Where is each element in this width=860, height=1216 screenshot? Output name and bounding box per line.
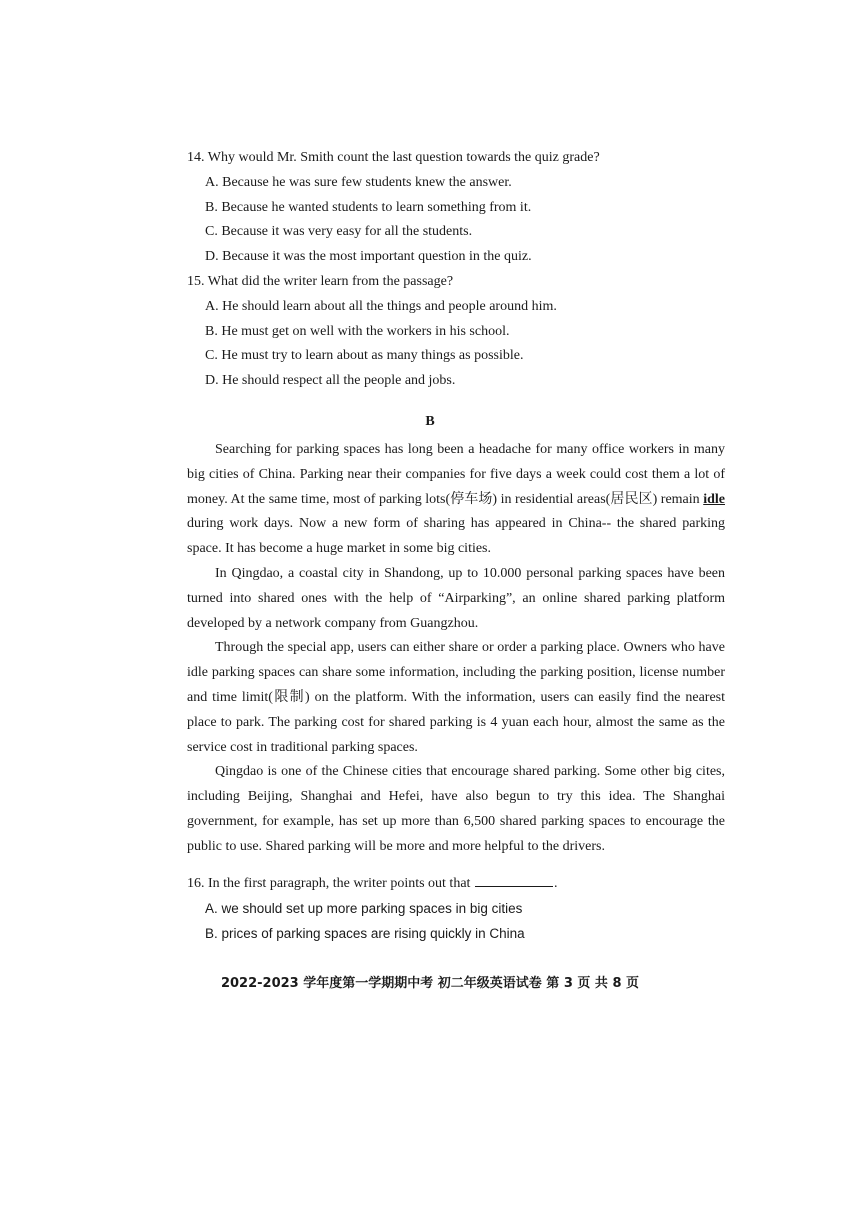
question-14-option-c: C. Because it was very easy for all the students. (205, 224, 473, 240)
question-16-stem (187, 872, 767, 897)
passage-paragraph-3: Through the special app, users can either share or order a parking place. Owners who have idle parking spaces can share some information, including the parking position, license number and time limit(限制) on the platform. With the information, users can easily find the nearest place to park. The parking cost for shared parking is 4 yuan each hour, almost the same as the service cost in traditional parking spaces. (187, 640, 725, 755)
passage-paragraph-1 (187, 438, 725, 562)
question-15-option-d: D. He should respect all the people and jobs. (205, 373, 456, 389)
reading-passage-b (187, 438, 725, 860)
answer-blank (475, 874, 553, 887)
underlined-word-idle: idle (703, 491, 725, 507)
question-14-option-d: D. Because it was the most important question in the quiz. (205, 249, 532, 265)
question-15-option-a: A. He should learn about all the things and people around him. (205, 298, 557, 314)
question-block-14-15 (187, 146, 767, 394)
question-15-option-c: C. He must try to learn about as many things as possible. (205, 348, 524, 364)
paragraph-1-text-end: during work days. Now a new form of sharing has appeared in China-- the shared parking space. It has become a huge market in some big cities. (187, 516, 725, 557)
passage-paragraph-2: In Qingdao, a coastal city in Shandong, up to 10.000 personal parking spaces have been turned into shared ones with the help of “Airparking”, an online shared parking platform developed by a network company from Guangzhou. (187, 565, 725, 631)
question-14-option-b: B. Because he wanted students to learn something from it. (205, 199, 532, 215)
question-15-stem: 15. What did the writer learn from the passage? (187, 273, 454, 289)
question-16-option-a: A. we should set up more parking spaces in big cities (205, 900, 523, 916)
page-footer: 2022-2023 学年度第一学期期中考 初二年级英语试卷 第 3 页 共 8 页 (220, 976, 640, 991)
question-block-16 (187, 872, 767, 946)
question-16-stem-text: 16. In the first paragraph, the writer points out that (187, 876, 474, 891)
section-b-title: B (425, 414, 435, 429)
paragraph-1-text-start: Searching for parking spaces has long been a headache for many office workers in many big cities of China. Parking near their companies for five days a week could cost them a lot of money. At the same time, most of parking lots(停车场) in residential areas(居民区) remain (187, 442, 725, 507)
question-16-stem-end: . (553, 876, 558, 891)
passage-paragraph-4: Qingdao is one of the Chinese cities that encourage shared parking. Some other big cites, including Beijing, Shanghai and Hefei, have also begun to try this idea. The Shanghai government, for example, has set up more than 6,500 shared parking spaces to encourage the public to use. Shared parking will be more and more helpful to the drivers. (187, 764, 725, 854)
question-16-option-b: B. prices of parking spaces are rising quickly in China (205, 925, 525, 941)
question-14-option-a: A. Because he was sure few students knew the answer. (205, 174, 512, 190)
question-15-option-b: B. He must get on well with the workers in his school. (205, 323, 510, 339)
question-14-stem: 14. Why would Mr. Smith count the last question towards the quiz grade? (187, 150, 600, 165)
